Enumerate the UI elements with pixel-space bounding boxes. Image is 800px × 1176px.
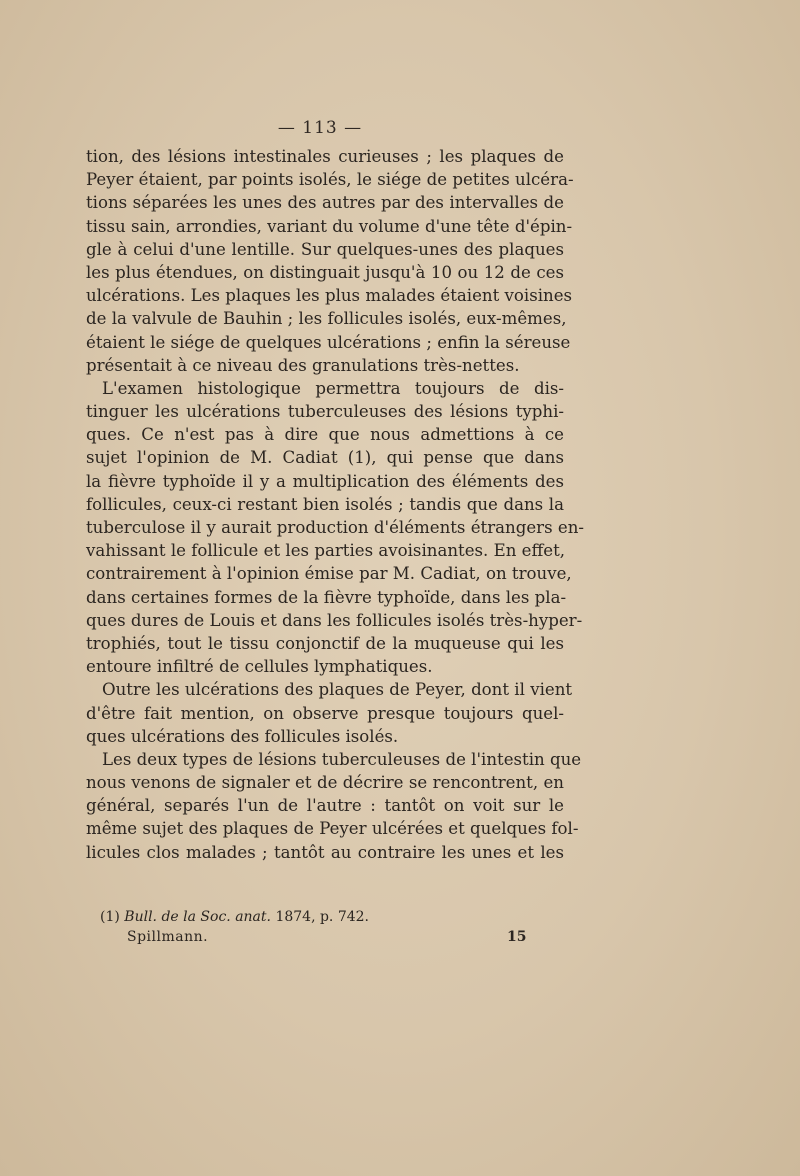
text-line: les plus étendues, on distinguait jusqu'à 10 ou 12 de ces [86,262,564,282]
text-line: sujet l'opinion de M. Cadiat (1), qui pense que dans [86,448,564,468]
text-line: gle à celui d'une lentille. Sur quelques-unes des plaques [86,239,564,259]
text-line: trophiés, tout le tissu conjonctif de la muqueuse qui les [86,633,564,653]
text-line: contrairement à l'opinion émise par M. Cadiat, on trouve, [86,564,572,584]
text-line: licules clos malades ; tantôt au contraire les unes et les [86,842,564,862]
footnote-detail: 1874, p. 742. [275,909,370,925]
text-line: vahissant le follicule et les parties avoisinantes. En effet, [86,541,566,561]
text-line: même sujet des plaques de Peyer ulcérées et quelques fol- [86,819,579,839]
text-line: ques. Ce n'est pas à dire que nous admettions à ce [86,425,564,445]
footnote-marker: (1) [100,909,120,925]
text-line: Outre les ulcérations des plaques de Peyer, dont il vient [102,680,573,700]
text-line: Les deux types de lésions tuberculeuses de l'intestin que [102,749,582,769]
text-line: nous venons de signaler et de décrire se rencontrent, en [86,773,564,793]
text-line: follicules, ceux-ci restant bien isolés ; tandis que dans la [86,494,564,514]
text-line: tion, des lésions intestinales curieuses ; les plaques de [86,147,564,166]
text-line: général, separés l'un de l'autre : tantôt on voit sur le [86,796,564,816]
text-line: ulcérations. Les plaques les plus malades étaient voisines [86,286,573,306]
text-line: tuberculose il y aurait production d'éléments étrangers en- [86,518,584,537]
text-line: ques ulcérations des follicules isolés. [86,726,399,746]
text-line: tinguer les ulcérations tuberculeuses des lésions typhi- [86,402,564,422]
text-line: entoure infiltré de cellules lymphatiques. [86,657,433,677]
footnote [100,907,560,928]
text-line: Peyer étaient, par points isolés, le siége de petites ulcéra- [86,170,574,190]
text-line: présentait à ce niveau des granulations très-nettes. [86,355,520,375]
footer-author: Spillmann. [127,929,209,945]
signature-mark: 15 [507,929,527,945]
text-line: étaient le siége de quelques ulcérations ; enfin la séreuse [86,332,571,352]
text-line: d'être fait mention, on observe presque toujours quel- [86,703,564,723]
text-line: tions séparées les unes des autres par des intervalles de [86,193,564,213]
body-text [86,145,584,864]
page-number: — 113 — [277,118,363,138]
text-line: de la valvule de Bauhin ; les follicules isolés, eux-mêmes, [86,309,567,329]
text-line: dans certaines formes de la fièvre typhoïde, dans les pla- [86,587,567,607]
text-line: ques dures de Louis et dans les follicules isolés très-hyper- [86,610,583,630]
footnote-source: Bull. de la Soc. anat. [124,909,271,925]
text-line: L'examen histologique permettra toujours de dis- [102,378,564,398]
text-line: la fièvre typhoïde il y a multiplication des éléments des [86,471,564,491]
text-line: tissu sain, arrondies, variant du volume d'une tête d'épin- [86,216,573,236]
